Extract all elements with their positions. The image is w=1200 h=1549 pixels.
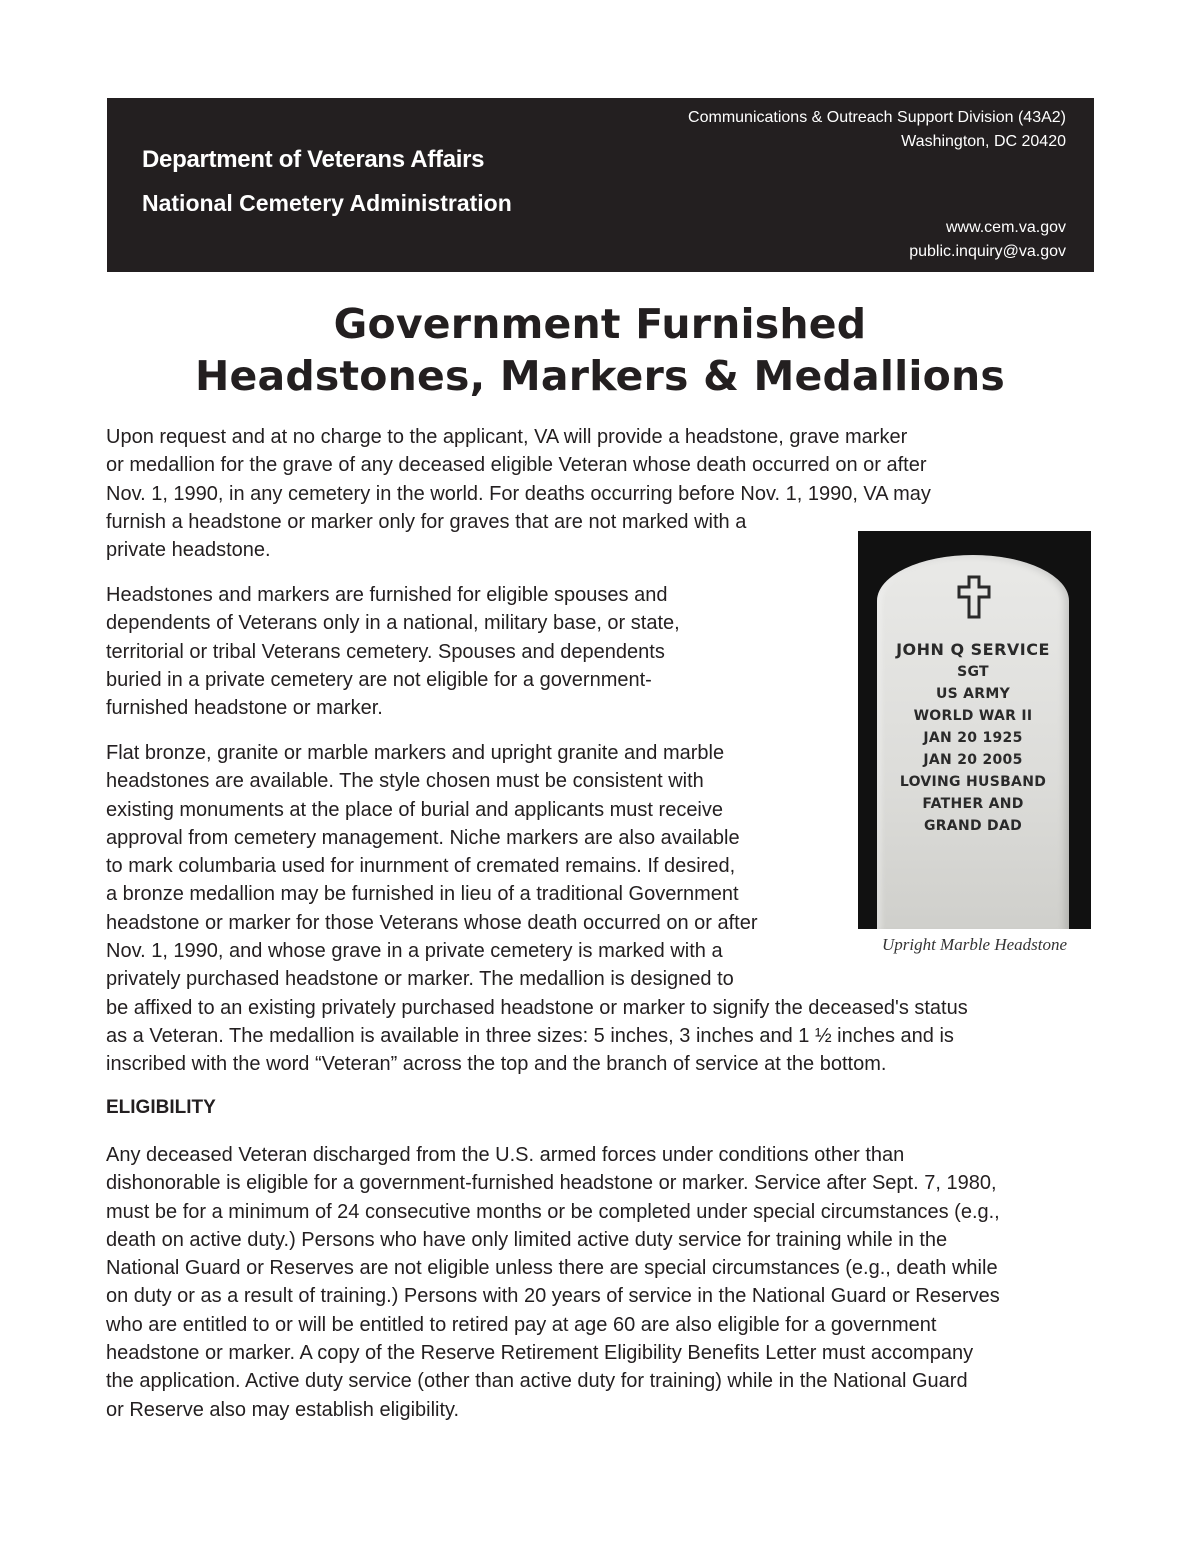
text-line: approval from cemetery management. Niche markers are also available — [106, 826, 740, 849]
text-line: to mark columbaria used for inurnment of cremated remains. If desired, — [106, 855, 736, 878]
text-line: existing monuments at the place of burial and applicants must receive — [106, 798, 724, 821]
text-line: inscribed with the word “Veteran” across the top and the branch of service at the bottom. — [106, 1053, 887, 1076]
text-line: must be for a minimum of 24 consecutive months or be completed under special circumstances (e.g., — [106, 1200, 1000, 1223]
headstone-inscription — [877, 639, 1069, 837]
city-text: Washington, DC 20420 — [901, 133, 1066, 150]
division-text: Communications & Outreach Support Division (43A2) — [688, 109, 1066, 126]
text-line: Upon request and at no charge to the applicant, VA will provide a headstone, grave marker — [106, 426, 908, 448]
inscription-line: LOVING HUSBAND — [899, 774, 1047, 790]
text-line: headstones are available. The style chosen must be consistent with — [106, 770, 704, 793]
inscription-line: JAN 20 1925 — [923, 730, 1023, 746]
photo-caption: Upright Marble Headstone — [881, 935, 1068, 954]
text-line: who are entitled to or will be entitled to retired pay at age 60 are also eligible for a government — [106, 1313, 937, 1336]
title-line-2: Headstones, Markers & Medallions — [194, 352, 1006, 400]
administration-name: National Cemetery Administration — [142, 190, 512, 216]
text-line: furnish a headstone or marker only for graves that are not marked with a — [106, 510, 747, 533]
paragraph-spouses — [106, 581, 680, 722]
text-line: the application. Active duty service (other than active duty for training) while in the National Guard — [106, 1370, 968, 1393]
text-line: on duty or as a result of training.) Persons with 20 years of service in the National Guard or Reserves — [106, 1285, 1000, 1308]
eligibility-heading: ELIGIBILITY — [106, 1097, 216, 1118]
text-line: Nov. 1, 1990, in any cemetery in the world. For deaths occurring before Nov. 1, 1990, VA may — [106, 482, 931, 505]
paragraph-styles — [106, 739, 968, 1079]
contact-block — [909, 216, 1066, 264]
header-banner — [107, 98, 1094, 272]
headstone — [877, 555, 1069, 929]
text-line: territorial or tribal Veterans cemetery. Spouses and dependents — [106, 640, 665, 663]
text-line: be affixed to an existing privately purchased headstone or marker to signify the deceased's status — [106, 996, 968, 1019]
text-line: or medallion for the grave of any deceased eligible Veteran whose death occurred on or after — [106, 454, 927, 477]
text-line: Any deceased Veteran discharged from the U.S. armed forces under conditions other than — [106, 1144, 905, 1166]
cross-icon — [957, 575, 991, 619]
text-line: headstone or marker for those Veterans whose death occurred on or after — [106, 911, 758, 934]
text-line: furnished headstone or marker. — [106, 697, 383, 720]
inscription-line: WORLD WAR II — [913, 708, 1033, 724]
text-line: Flat bronze, granite or marble markers and upright granite and marble — [106, 742, 725, 764]
text-line: death on active duty.) Persons who have only limited active duty service for training while in the — [106, 1228, 948, 1251]
text-line: headstone or marker. A copy of the Reserve Retirement Eligibility Benefits Letter must accompany — [106, 1342, 974, 1365]
page-title — [0, 298, 1200, 402]
website-link[interactable]: www.cem.va.gov — [945, 219, 1066, 236]
text-line: buried in a private cemetery are not eligible for a government- — [106, 668, 652, 691]
inscription-line: SGT — [957, 664, 989, 680]
text-line: a bronze medallion may be furnished in lieu of a traditional Government — [106, 883, 739, 906]
address-block — [688, 106, 1066, 154]
text-line: Headstones and markers are furnished for eligible spouses and — [106, 584, 668, 606]
email-link[interactable]: public.inquiry@va.gov — [909, 243, 1066, 260]
text-line: private headstone. — [106, 539, 271, 562]
inscription-line: GRAND DAD — [923, 818, 1023, 834]
text-line: dependents of Veterans only in a national, military base, or state, — [106, 612, 680, 635]
text-line: or Reserve also may establish eligibility. — [106, 1398, 460, 1421]
text-line: Nov. 1, 1990, and whose grave in a private cemetery is marked with a — [106, 940, 723, 963]
text-line: National Guard or Reserves are not eligible unless there are special circumstances (e.g., death while — [106, 1257, 998, 1280]
title-line-1: Government Furnished — [333, 300, 867, 348]
text-line: as a Veteran. The medallion is available in three sizes: 5 inches, 3 inches and 1 ½ inches and is — [106, 1024, 954, 1047]
department-name: Department of Veterans Affairs — [142, 146, 485, 173]
text-line: privately purchased headstone or marker. The medallion is designed to — [106, 968, 734, 991]
inscription-name: JOHN Q SERVICE — [896, 640, 1050, 659]
inscription-line: US ARMY — [935, 686, 1011, 702]
paragraph-intro — [106, 423, 931, 564]
inscription-line: JAN 20 2005 — [923, 752, 1023, 768]
paragraph-eligibility — [106, 1141, 1000, 1424]
headstone-photo — [858, 531, 1091, 929]
text-line: dishonorable is eligible for a government-furnished headstone or marker. Service after Sept. 7, 1980, — [106, 1172, 997, 1195]
inscription-line: FATHER AND — [922, 796, 1024, 812]
